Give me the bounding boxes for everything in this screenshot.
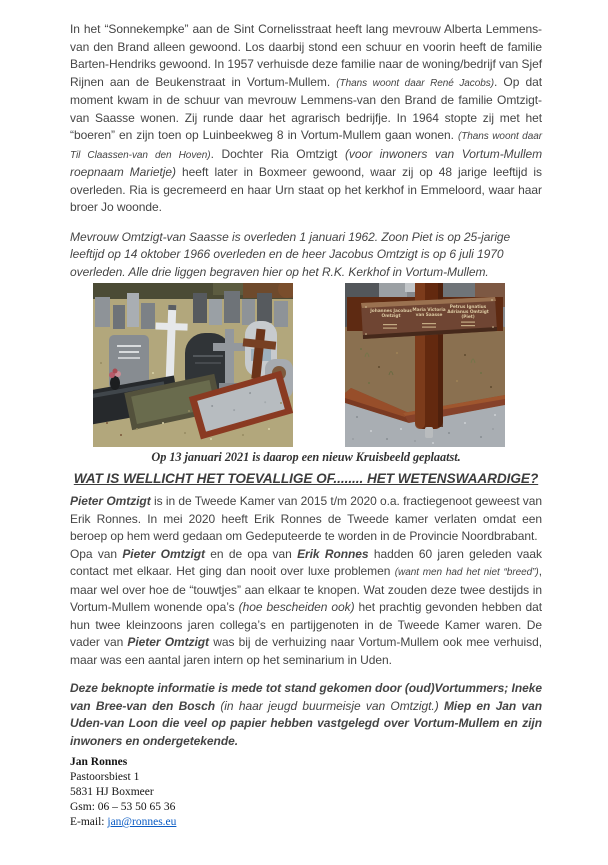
contact-city: 5831 HJ Boxmeer [70, 786, 154, 798]
section-heading-text: WAT IS WELLICHT HET TOEVALLIGE OF........ HET WETENSWAARDIGE? [73, 471, 539, 486]
text-run: Opa van [70, 546, 123, 561]
text-run: is in de Tweede Kamer van 2015 t/m 2020 o.a. fractiegenoot geweest van Erik Ronnes. In mei 2020 heeft Erik Ronnes de Tweede kamer verlaten omdat een beroep op hem werd gedaan om Gedeputeerde te worden in de Provincie Noordbrabant. [70, 494, 542, 543]
contact-email-label: E-mail: [70, 816, 108, 828]
plaque-name-col2-line1: Maria Victoria [412, 308, 446, 313]
text-run-italic: (hoe bescheiden ook) [238, 600, 355, 614]
text-run-italic: (voor inwoners van Vortum-Mullem roepnaam Marietje) [70, 146, 543, 179]
text-run-italic: Mevrouw Omtzigt-van Saasse is overleden 1 januari 1962. Zoon Piet is op 25-jarige leeftijd op 14 oktober 1966 overleden en de heer Jacobus Omtzigt is op 6 juli 1970 overleden. Alle drie liggen begraven hier op het R.K. Kerkhof in Vortum-Mullem. [70, 229, 511, 279]
plaque-name-col3-line2: Adrianus Omtzigt [447, 310, 489, 315]
text-run: , maar wel over hoe de “touwtjes” aan elkaar te knopen. Wat zouden deze twee destijds in Vortum-Mullem wonende opa’s [70, 564, 542, 614]
photo-caption: Op 13 januari 2021 is daarop een nieuw Kruisbeeld geplaatst. [151, 450, 461, 464]
contact-gsm: Gsm: 06 – 53 50 65 36 [70, 801, 176, 813]
cemetery-photo [93, 283, 293, 447]
cross-plaque-photo [345, 283, 505, 447]
text-run-bold-italic: Pieter Omtzigt [127, 635, 210, 649]
photo-row [93, 283, 542, 447]
contact-name: Jan Ronnes [70, 756, 128, 768]
plaque-name-col1-line2: Omtzigt [381, 314, 401, 319]
text-run-small-italic: (want men had het niet “breed”) [394, 567, 539, 578]
contact-street: Pastoorsbiest 1 [70, 771, 140, 783]
text-run: en de opa van [205, 546, 298, 561]
plaque-name-col2-line2: van Saasse [415, 313, 443, 318]
text-run: heeft later in Boxmeer gewoond, waar zij op 48 jarige leeftijd is overleden. Ria is gecremeerd en haar Urn staat op het kerkhof in Emmeloord, waar haar broer Jo woonde. [70, 165, 542, 214]
text-run-bold-italic: Pieter Omtzigt [122, 546, 205, 561]
text-run: . Op dat moment kwam in de schuur van mevrouw Lemmens-van den Brand de familie Omtzigt-van Saasse wonen. Zij runde daar het agrarisch bedrijfje. In 1964 stopte zij met het “boeren” en zijn toen op Luinbeekweg 8 in Vortum-Mullem gaan wonen. [70, 74, 542, 142]
text-run: hadden 60 jaren geleden vaak contact met elkaar. Het ging dan nooit over luxe problemen [70, 546, 542, 578]
text-run-bold-italic: Pieter Omtzigt [70, 494, 151, 508]
plaque-name-col3-line1: Petrus Ignatius [449, 305, 487, 310]
email-link[interactable]: jan@ronnes.eu [107, 816, 177, 828]
paragraph-overlijdens [70, 229, 542, 282]
plaque-name-col1-line1: Johannes Jacobus [370, 309, 412, 314]
metal-ground-pin [425, 427, 433, 438]
paragraph-sonnekempke [70, 21, 542, 217]
text-run-small-italic: (Thans woont daar Til Claassen-van den Hoven) [70, 131, 543, 161]
paragraph-colofon [70, 680, 542, 750]
text-run-italic: (in haar jeugd buurmeisje van Omtzigt.) [220, 698, 439, 713]
text-run-bold-italic: Miep en Jan van Uden-van Loon die veel op papier hebben vastgelegd over Vortum-Mullem en zijn inwoners en ondergetekende. [70, 698, 543, 748]
contact-email-line [70, 815, 542, 830]
text-run-bold-italic: Erik Ronnes [297, 546, 369, 561]
contact-block [70, 755, 542, 830]
paragraph-tweede-kamer [70, 493, 542, 546]
text-run: het prachtig gevonden hebben dat hun twee kleinzoons jaren collega’s en partijgenoten in de Tweede Kamer waren. De vader van [70, 600, 542, 649]
text-run-small-italic: (Thans woont daar René Jacobs) [336, 77, 495, 89]
text-run-bold-italic: Deze beknopte informatie is mede tot stand gekomen door (oud)Vortummers; Ineke van Bree-van den Bosch [70, 681, 542, 713]
text-run: In het “Sonnekempke” aan de Sint Cornelisstraat heeft lang mevrouw Alberta Lemmens- van den Brand alleen gewoond. Los daarbij stond een schuur en voorin heeft de familie Barten-Hendriks gewoond. In 1957 verhuisde deze familie naar de woning/bedrijf van Sjef Rijnen aan de Beukenstraat in Vortum-Mullem. [70, 22, 542, 89]
paragraph-opas [70, 546, 542, 670]
text-run: was bij de verhuizing naar Vortum-Mullem ook mee verhuisd, maar was een aantal jaren intern op het seminarium in Uden. [70, 635, 542, 667]
text-run: . Dochter Ria Omtzigt [210, 146, 345, 161]
plaque-name-col3-line3: (Piet) [461, 315, 475, 320]
section-heading [70, 469, 542, 488]
